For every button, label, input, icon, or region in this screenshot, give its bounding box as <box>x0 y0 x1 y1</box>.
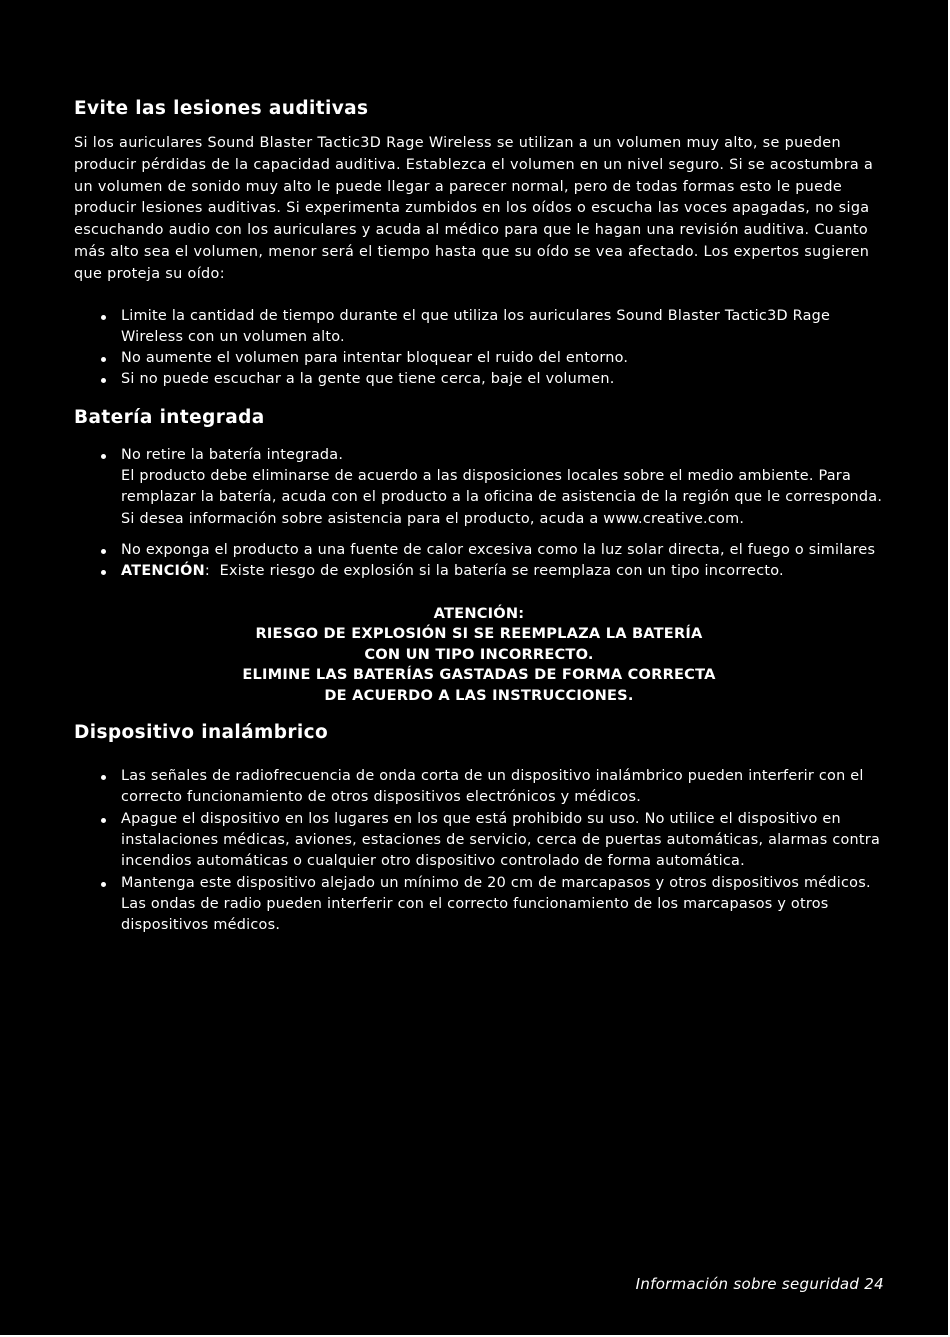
wireless-bullet-list <box>74 766 884 936</box>
warning-line: CON UN TIPO INCORRECTO. <box>364 645 594 663</box>
bullet-icon <box>101 549 106 554</box>
hearing-bullet-list <box>74 306 884 391</box>
bullet-icon <box>101 315 106 320</box>
explosion-warning-block <box>74 604 884 707</box>
list-item-subtext: El producto debe eliminarse de acuerdo a las disposiciones locales sobre el medio ambiente. Para remplazar la batería, acuda con el producto a la oficina de asistencia de la región que le corresponda. Si desea información sobre asistencia para el producto, acuda a www.creative.com. <box>121 468 883 527</box>
bullet-icon <box>101 454 106 459</box>
list-item <box>74 445 884 530</box>
list-item-text: Mantenga este dispositivo alejado un mínimo de 20 cm de marcapasos y otros dispositivos médicos. Las ondas de radio pueden interferir con el correcto funcionamiento de los marcapasos y otros dispositivos médicos. <box>121 874 871 934</box>
section-title-hearing: Evite las lesiones auditivas <box>74 98 369 119</box>
list-item <box>74 348 884 369</box>
list-item-text: Las señales de radiofrecuencia de onda corta de un dispositivo inalámbrico pueden interferir con el correcto funcionamiento de otros dispositivos electrónicos y médicos. <box>121 768 864 806</box>
list-item-text: Si no puede escuchar a la gente que tiene cerca, baje el volumen. <box>121 371 615 388</box>
attention-label: ATENCIÓN <box>121 563 205 580</box>
warning-line: ELIMINE LAS BATERÍAS GASTADAS DE FORMA CORRECTA <box>242 666 716 684</box>
list-item <box>74 369 884 390</box>
section-title-battery: Batería integrada <box>74 406 265 428</box>
list-item <box>74 809 884 873</box>
list-item-text: No exponga el producto a una fuente de calor excesiva como la luz solar directa, el fuego o similares <box>121 541 876 558</box>
bullet-icon <box>101 357 106 362</box>
list-item-text: No retire la batería integrada. <box>121 446 344 463</box>
list-item-text: Apague el dispositivo en los lugares en los que está prohibido su uso. No utilice el dispositivo en instalaciones médicas, aviones, estaciones de servicio, cerca de puertas automáticas, alarmas contra incendios automáticas o cualquier otro dispositivo controlado de forma automática. <box>121 810 881 870</box>
list-item <box>74 766 884 809</box>
list-item-text: No aumente el volumen para intentar bloquear el ruido del entorno. <box>121 350 629 367</box>
list-item <box>74 873 884 937</box>
page-footer: Información sobre seguridad 24 <box>635 1275 884 1293</box>
warning-line: ATENCIÓN: <box>433 604 525 622</box>
hearing-paragraph: Si los auriculares Sound Blaster Tactic3D Rage Wireless se utilizan a un volumen muy alto, se pueden producir pérdidas de la capacidad auditiva. Establezca el volumen en un nivel seguro. Si se acostumbra a un volumen de sonido muy alto le puede llegar a parecer normal, pero de todas formas esto le puede producir lesiones auditivas. Si experimenta zumbidos en los oídos o escucha las voces apagadas, no siga escuchando audio con los auriculares y acuda al médico para que le hagan una revisión auditiva. Cuanto más alto sea el volumen, menor será el tiempo hasta que su oído se vea afectado. Los expertos sugieren que proteja su oído: <box>74 135 874 282</box>
bullet-icon <box>101 378 106 383</box>
battery-bullet-list <box>74 445 884 583</box>
list-item <box>74 306 884 349</box>
section-title-wireless: Dispositivo inalámbrico <box>74 722 329 744</box>
list-item <box>74 561 884 582</box>
list-item <box>74 540 884 561</box>
warning-line: DE ACUERDO A LAS INSTRUCCIONES. <box>324 686 634 704</box>
attention-colon: : <box>204 563 211 580</box>
bullet-icon <box>101 882 106 887</box>
bullet-icon <box>101 570 106 575</box>
bullet-icon <box>101 818 106 823</box>
bullet-icon <box>101 775 106 780</box>
list-item-text: Limite la cantidad de tiempo durante el que utiliza los auriculares Sound Blaster Tactic3D Rage Wireless con un volumen alto. <box>121 307 831 345</box>
warning-line: RIESGO DE EXPLOSIÓN SI SE REEMPLAZA LA BATERÍA <box>255 625 703 643</box>
list-item-text: Existe riesgo de explosión si la batería se reemplaza con un tipo incorrecto. <box>219 563 784 580</box>
page-content <box>74 96 884 936</box>
